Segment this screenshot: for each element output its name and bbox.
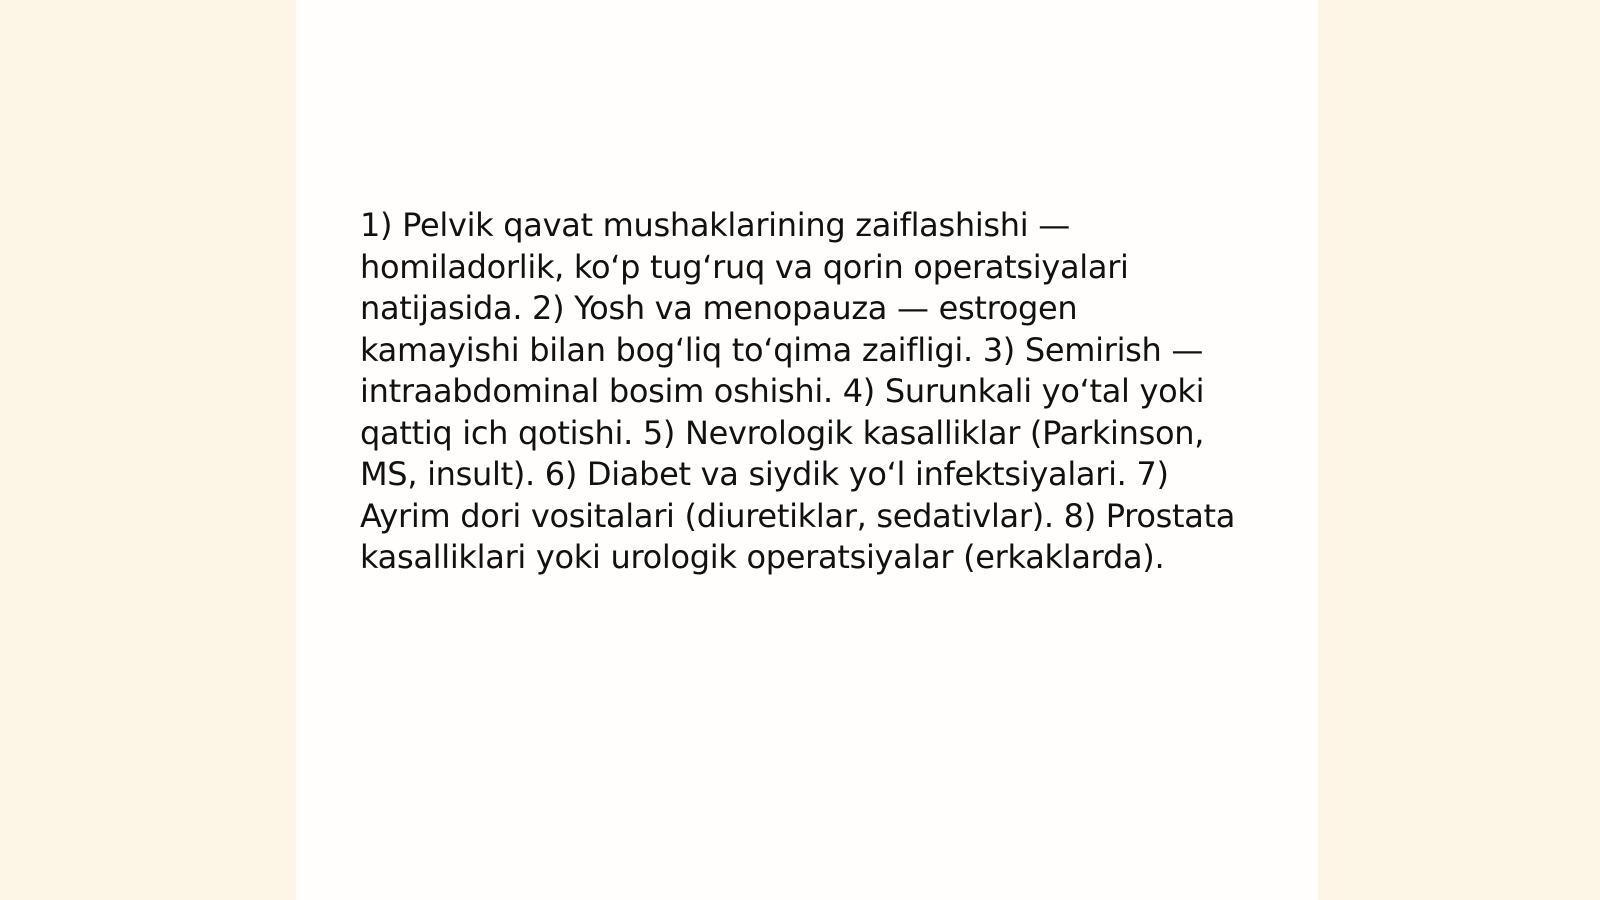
slide-body-text: 1) Pelvik qavat mushaklarining zaiflashishi — homiladorlik, koʻp tugʻruq va qorin operatsiyalari natijasida. 2) Yosh va menopauza — estrogen kamayishi bilan bogʻliq toʻqima zaifligi. 3) Semirish — intraabdominal bosim oshishi. 4) Surunkali yoʻtal yoki qattiq ich qotishi. 5) Nevrologik kasalliklar (Parkinson, MS, insult). 6) Diabet va siydik yoʻl infektsiyalari. 7) Ayrim dori vositalari (diuretiklar, sedativlar). 8) Prostata kasalliklari yoki urologik operatsiyalar (erkaklarda). bbox=[360, 206, 1236, 576]
slide bbox=[296, 0, 1318, 900]
